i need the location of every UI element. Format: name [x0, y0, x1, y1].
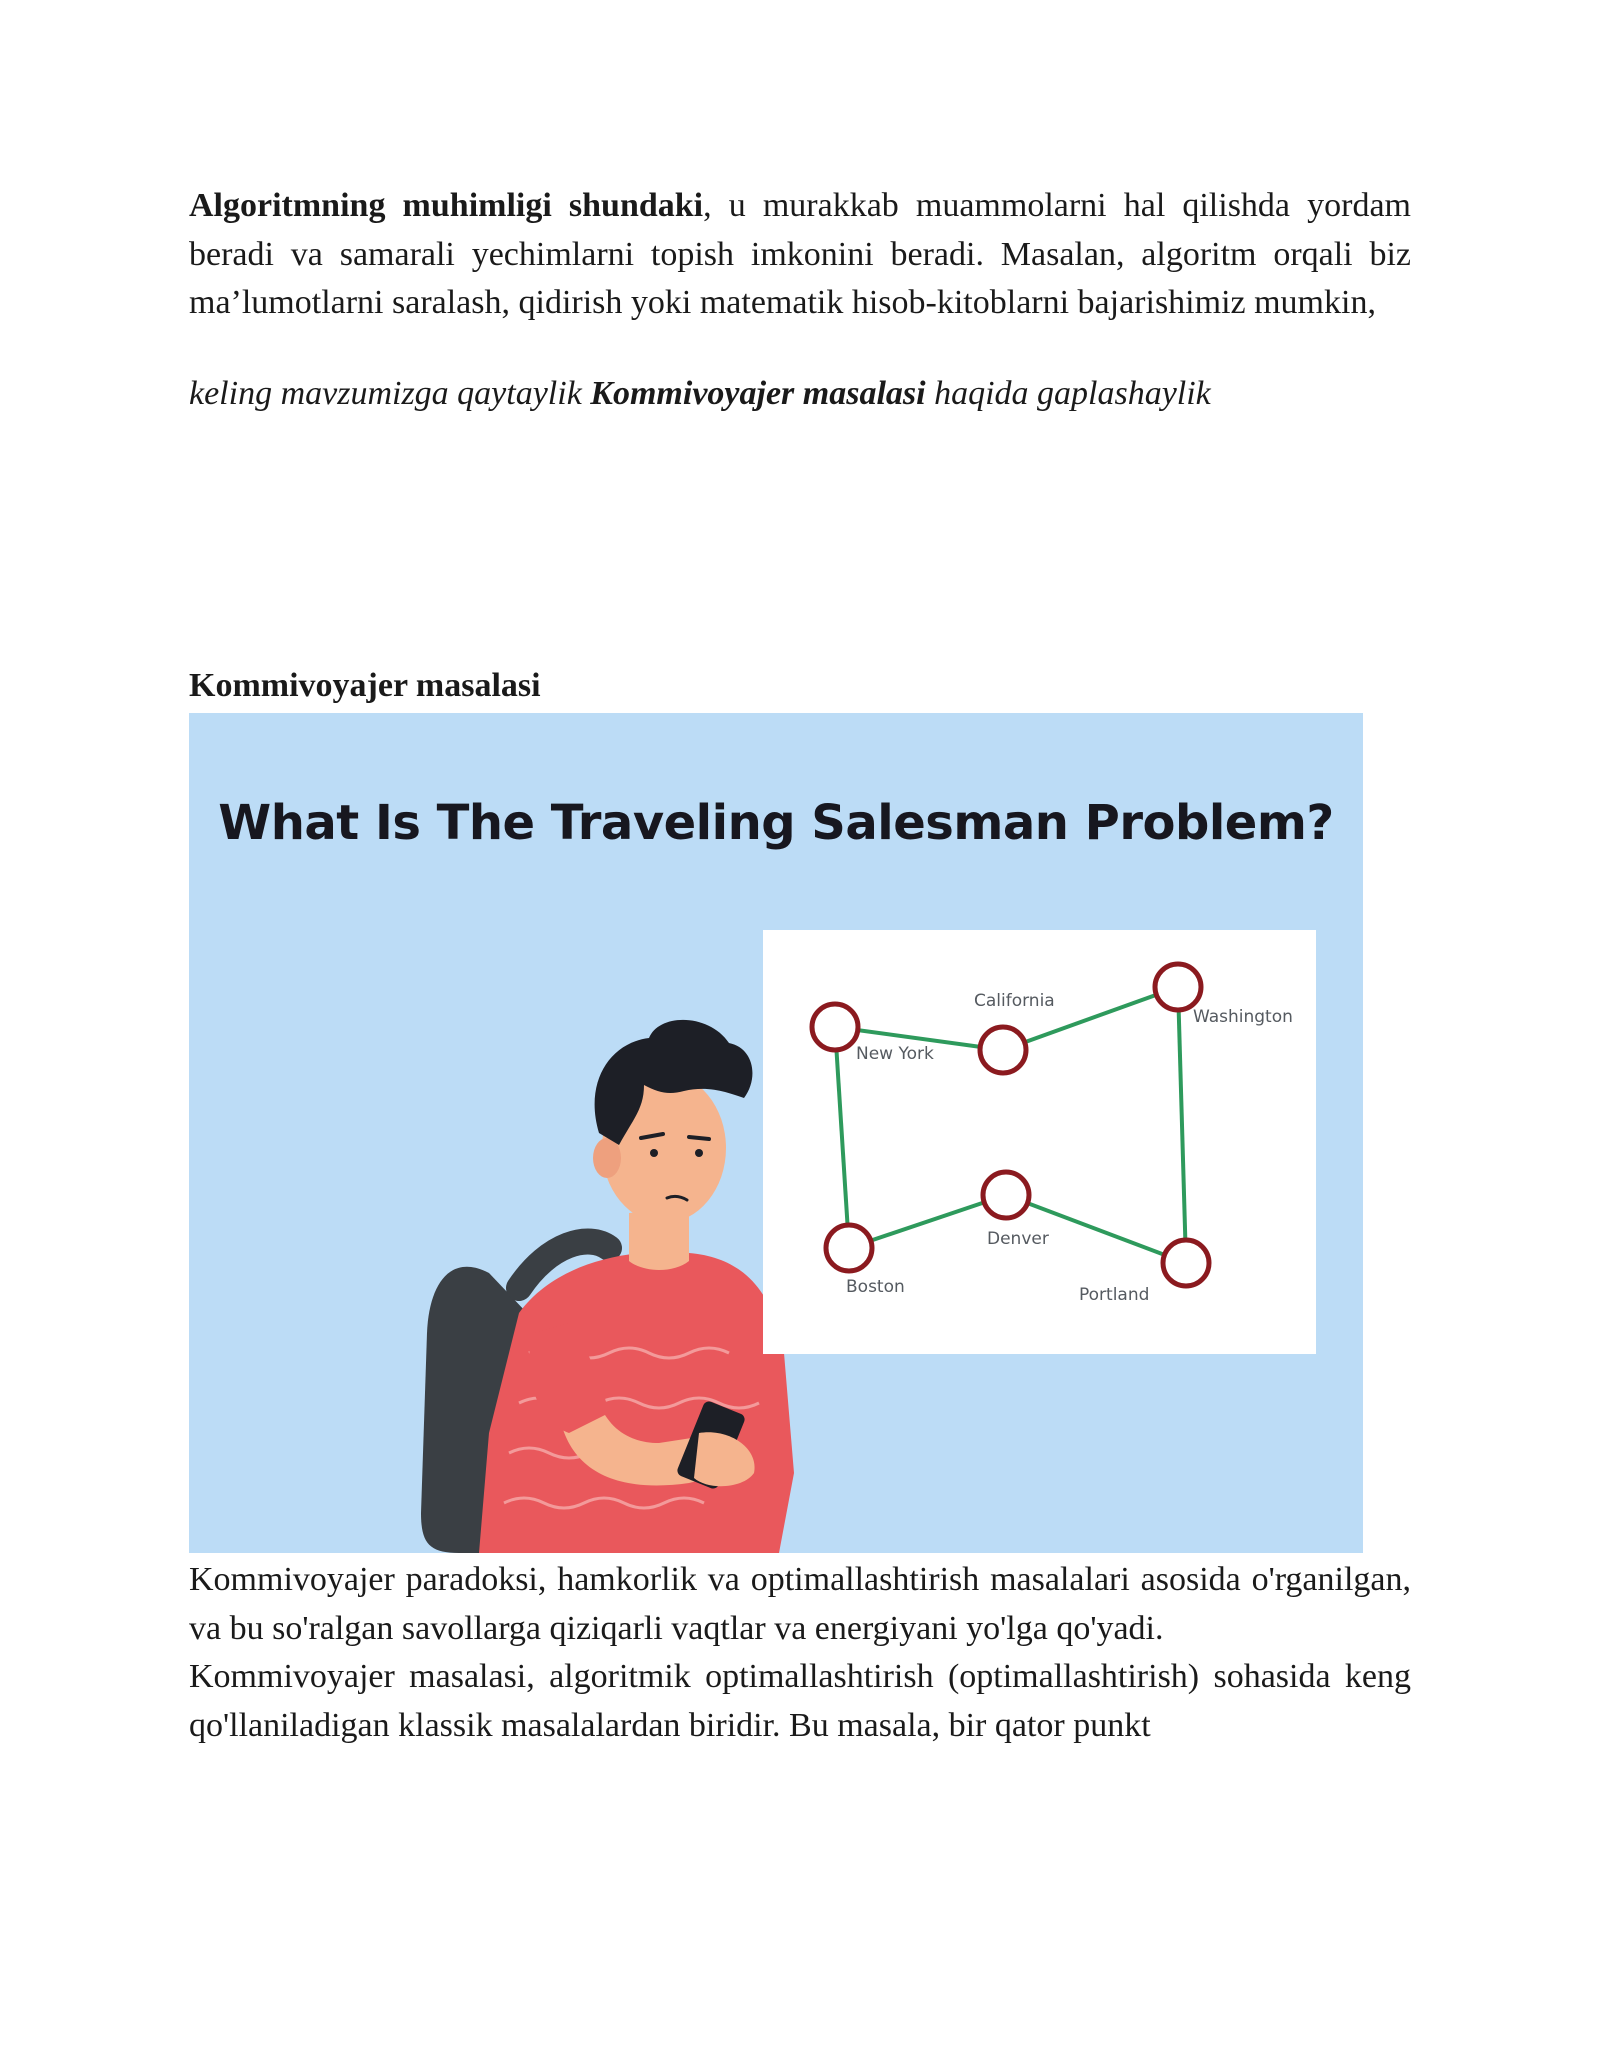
- node-new-york: [812, 1004, 858, 1050]
- tsp-illustration: [189, 713, 1363, 1553]
- left-eye: [650, 1149, 658, 1157]
- ear: [593, 1138, 621, 1178]
- label-boston: Boston: [846, 1277, 905, 1297]
- intro-paragraph: [189, 182, 1411, 328]
- transition-text-after: haqida gaplashaylik: [925, 374, 1211, 412]
- topic-transition-line: [189, 370, 1411, 418]
- body-text: [189, 1556, 1411, 1750]
- route-graph: [763, 930, 1316, 1354]
- node-denver: [983, 1172, 1029, 1218]
- city-route-map: [763, 930, 1316, 1354]
- figure-title: What Is The Traveling Salesman Problem?: [218, 795, 1334, 851]
- node-portland: [1163, 1240, 1209, 1286]
- transition-text-before: keling mavzumizga qaytaylik: [189, 374, 591, 412]
- label-denver: Denver: [987, 1229, 1049, 1249]
- label-washington: Washington: [1193, 1007, 1293, 1027]
- route-washington-portland: [1178, 987, 1186, 1263]
- label-new-york: New York: [856, 1044, 934, 1064]
- label-california: California: [974, 991, 1055, 1011]
- document-page: [189, 182, 1411, 1744]
- node-boston: [826, 1225, 872, 1271]
- node-washington: [1155, 964, 1201, 1010]
- intro-text: , u murakkab muammolarni hal qilishda yordam beradi va samarali yechimlarni topish imkonini beradi. Masalan, algoritm orqali biz ma’lumotlarni saralash, qidirish yoki matematik hisob-kitoblarni bajarishimiz mumkin,: [189, 187, 1411, 321]
- paragraph-1: Kommivoyajer paradoksi, hamkorlik va optimallashtirish masalalari asosida o'rganilgan, va bu so'ralgan savollarga qiziqarli vaqtlar va energiyani yo'lga qo'yadi.: [189, 1561, 1411, 1647]
- node-california: [980, 1027, 1026, 1073]
- intro-bold-lead: Algoritmning muhimligi shundaki: [189, 187, 704, 224]
- transition-topic-bold: Kommivoyajer masalasi: [590, 374, 926, 412]
- label-portland: Portland: [1079, 1285, 1150, 1305]
- section-heading: Kommivoyajer masalasi: [189, 667, 541, 704]
- right-eye: [695, 1149, 703, 1157]
- route-boston-newyork: [835, 1027, 849, 1248]
- paragraph-2: Kommivoyajer masalasi, algoritmik optimallashtirish (optimallashtirish) sohasida keng qo'llaniladigan klassik masalalardan biridir. Bu masala, bir qator punkt: [189, 1658, 1411, 1744]
